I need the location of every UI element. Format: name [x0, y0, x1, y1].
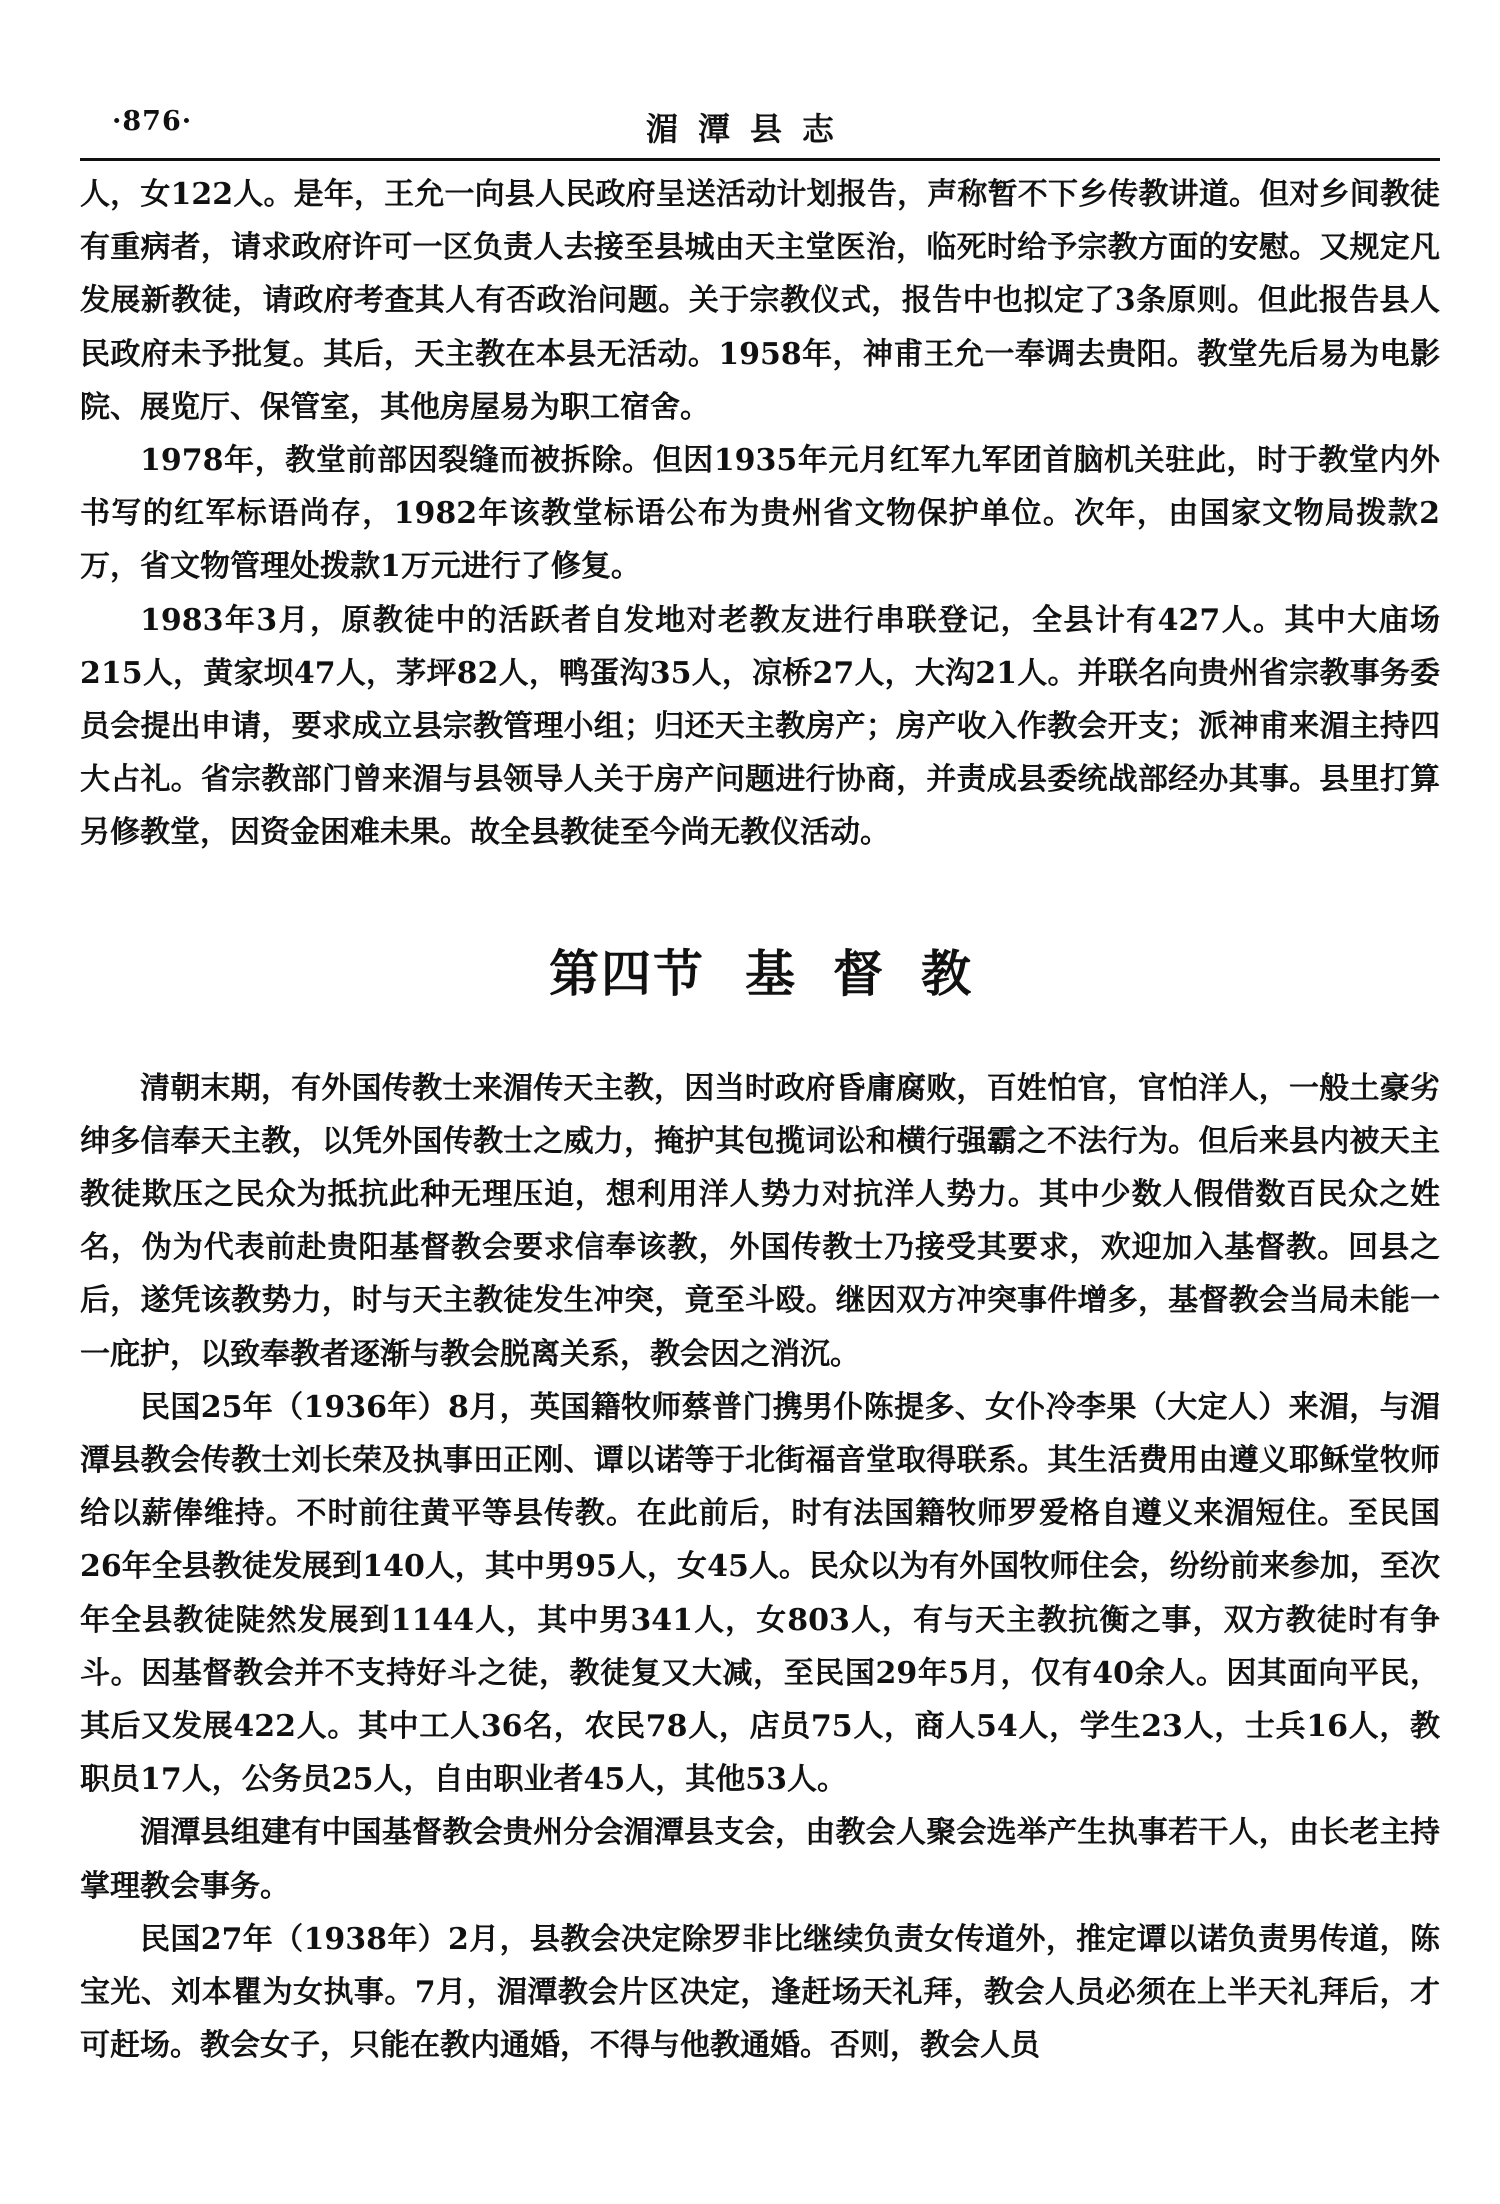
- paragraph: 湄潭县组建有中国基督教会贵州分会湄潭县支会，由教会人聚会选举产生执事若干人，由长老主持掌理教会事务。: [80, 1815, 1440, 1904]
- section-heading: [80, 944, 1440, 1004]
- body-text: [80, 168, 1440, 2073]
- running-title: 湄潭县志: [645, 110, 854, 148]
- section-number: 第四节: [549, 943, 705, 1003]
- paragraph: 1983年3月，原教徒中的活跃者自发地对老教友进行串联登记，全县计有427人。其中大庙场215人，黄家坝47人，茅坪82人，鸭蛋沟35人，凉桥27人，大沟21人。并联名向贵州省宗教事务委员会提出申请，要求成立县宗教管理小组；归还天主教房产；房产收入作教会开支；派神甫来湄主持四大占礼。省宗教部门曾来湄与县领导人关于房产问题进行协商，并责成县委统战部经办其事。县里打算另修教堂，因资金困难未果。故全县教徒至今尚无教仪活动。: [80, 602, 1440, 851]
- paragraph: 民国25年（1936年）8月，英国籍牧师蔡普门携男仆陈提多、女仆冷李果（大定人）来湄，与湄潭县教会传教士刘长荣及执事田正刚、谭以诺等于北街福音堂取得联系。其生活费用由遵义耶稣堂牧师给以薪俸维持。不时前往黄平等县传教。在此前后，时有法国籍牧师罗爱格自遵义来湄短住。至民国26年全县教徒发展到140人，其中男95人，女45人。民众以为有外国牧师住会，纷纷前来参加，至次年全县教徒陡然发展到1144人，其中男341人，女803人，有与天主教抗衡之事，双方教徒时有争斗。因基督教会并不支持好斗之徒，教徒复又大减，至民国29年5月，仅有40余人。因其面向平民，其后又发展422人。其中工人36名，农民78人，店员75人，商人54人，学生23人，士兵16人，教职员17人，公务员25人，自由职业者45人，其他53人。: [80, 1389, 1440, 1798]
- page-header: [0, 0, 1500, 160]
- section-title: 基督教: [745, 943, 1009, 1003]
- paragraph: 民国27年（1938年）2月，县教会决定除罗非比继续负责女传道外，推定谭以诺负责男传道，陈宝光、刘本瞿为女执事。7月，湄潭教会片区决定，逢赶场天礼拜，教会人员必须在上半天礼拜后，才可赶场。教会女子，只能在教内通婚，不得与他教通婚。否则，教会人员: [80, 1921, 1440, 2064]
- header-rule: [80, 158, 1440, 161]
- paragraph: 1978年，教堂前部因裂缝而被拆除。但因1935年元月红军九军团首脑机关驻此，时于教堂内外书写的红军标语尚存，1982年该教堂标语公布为贵州省文物保护单位。次年，由国家文物局拨款2万，省文物管理处拨款1万元进行了修复。: [80, 443, 1440, 585]
- page-number: ·876·: [112, 106, 193, 137]
- paragraph: 清朝末期，有外国传教士来湄传天主教，因当时政府昏庸腐败，百姓怕官，官怕洋人，一般土豪劣绅多信奉天主教，以凭外国传教士之威力，掩护其包揽词讼和横行强霸之不法行为。但后来县内被天主教徒欺压之民众为抵抗此种无理压迫，想利用洋人势力对抗洋人势力。其中少数人假借数百民众之姓名，伪为代表前赴贵阳基督教会要求信奉该教，外国传教士乃接受其要求，欢迎加入基督教。回县之后，遂凭该教势力，时与天主教徒发生冲突，竟至斗殴。继因双方冲突事件增多，基督教会当局未能一一庇护，以致奉教者逐渐与教会脱离关系，教会因之消沉。: [80, 1070, 1440, 1372]
- paragraph-continued: 人，女122人。是年，王允一向县人民政府呈送活动计划报告，声称暂不下乡传教讲道。但对乡间教徒有重病者，请求政府许可一区负责人去接至县城由天主堂医治，临死时给予宗教方面的安慰。又规定凡发展新教徒，请政府考查其人有否政治问题。关于宗教仪式，报告中也拟定了3条原则。但此报告县人民政府未予批复。其后，天主教在本县无活动。1958年，神甫王允一奉调去贵阳。教堂先后易为电影院、展览厅、保管室，其他房屋易为职工宿舍。: [80, 177, 1440, 425]
